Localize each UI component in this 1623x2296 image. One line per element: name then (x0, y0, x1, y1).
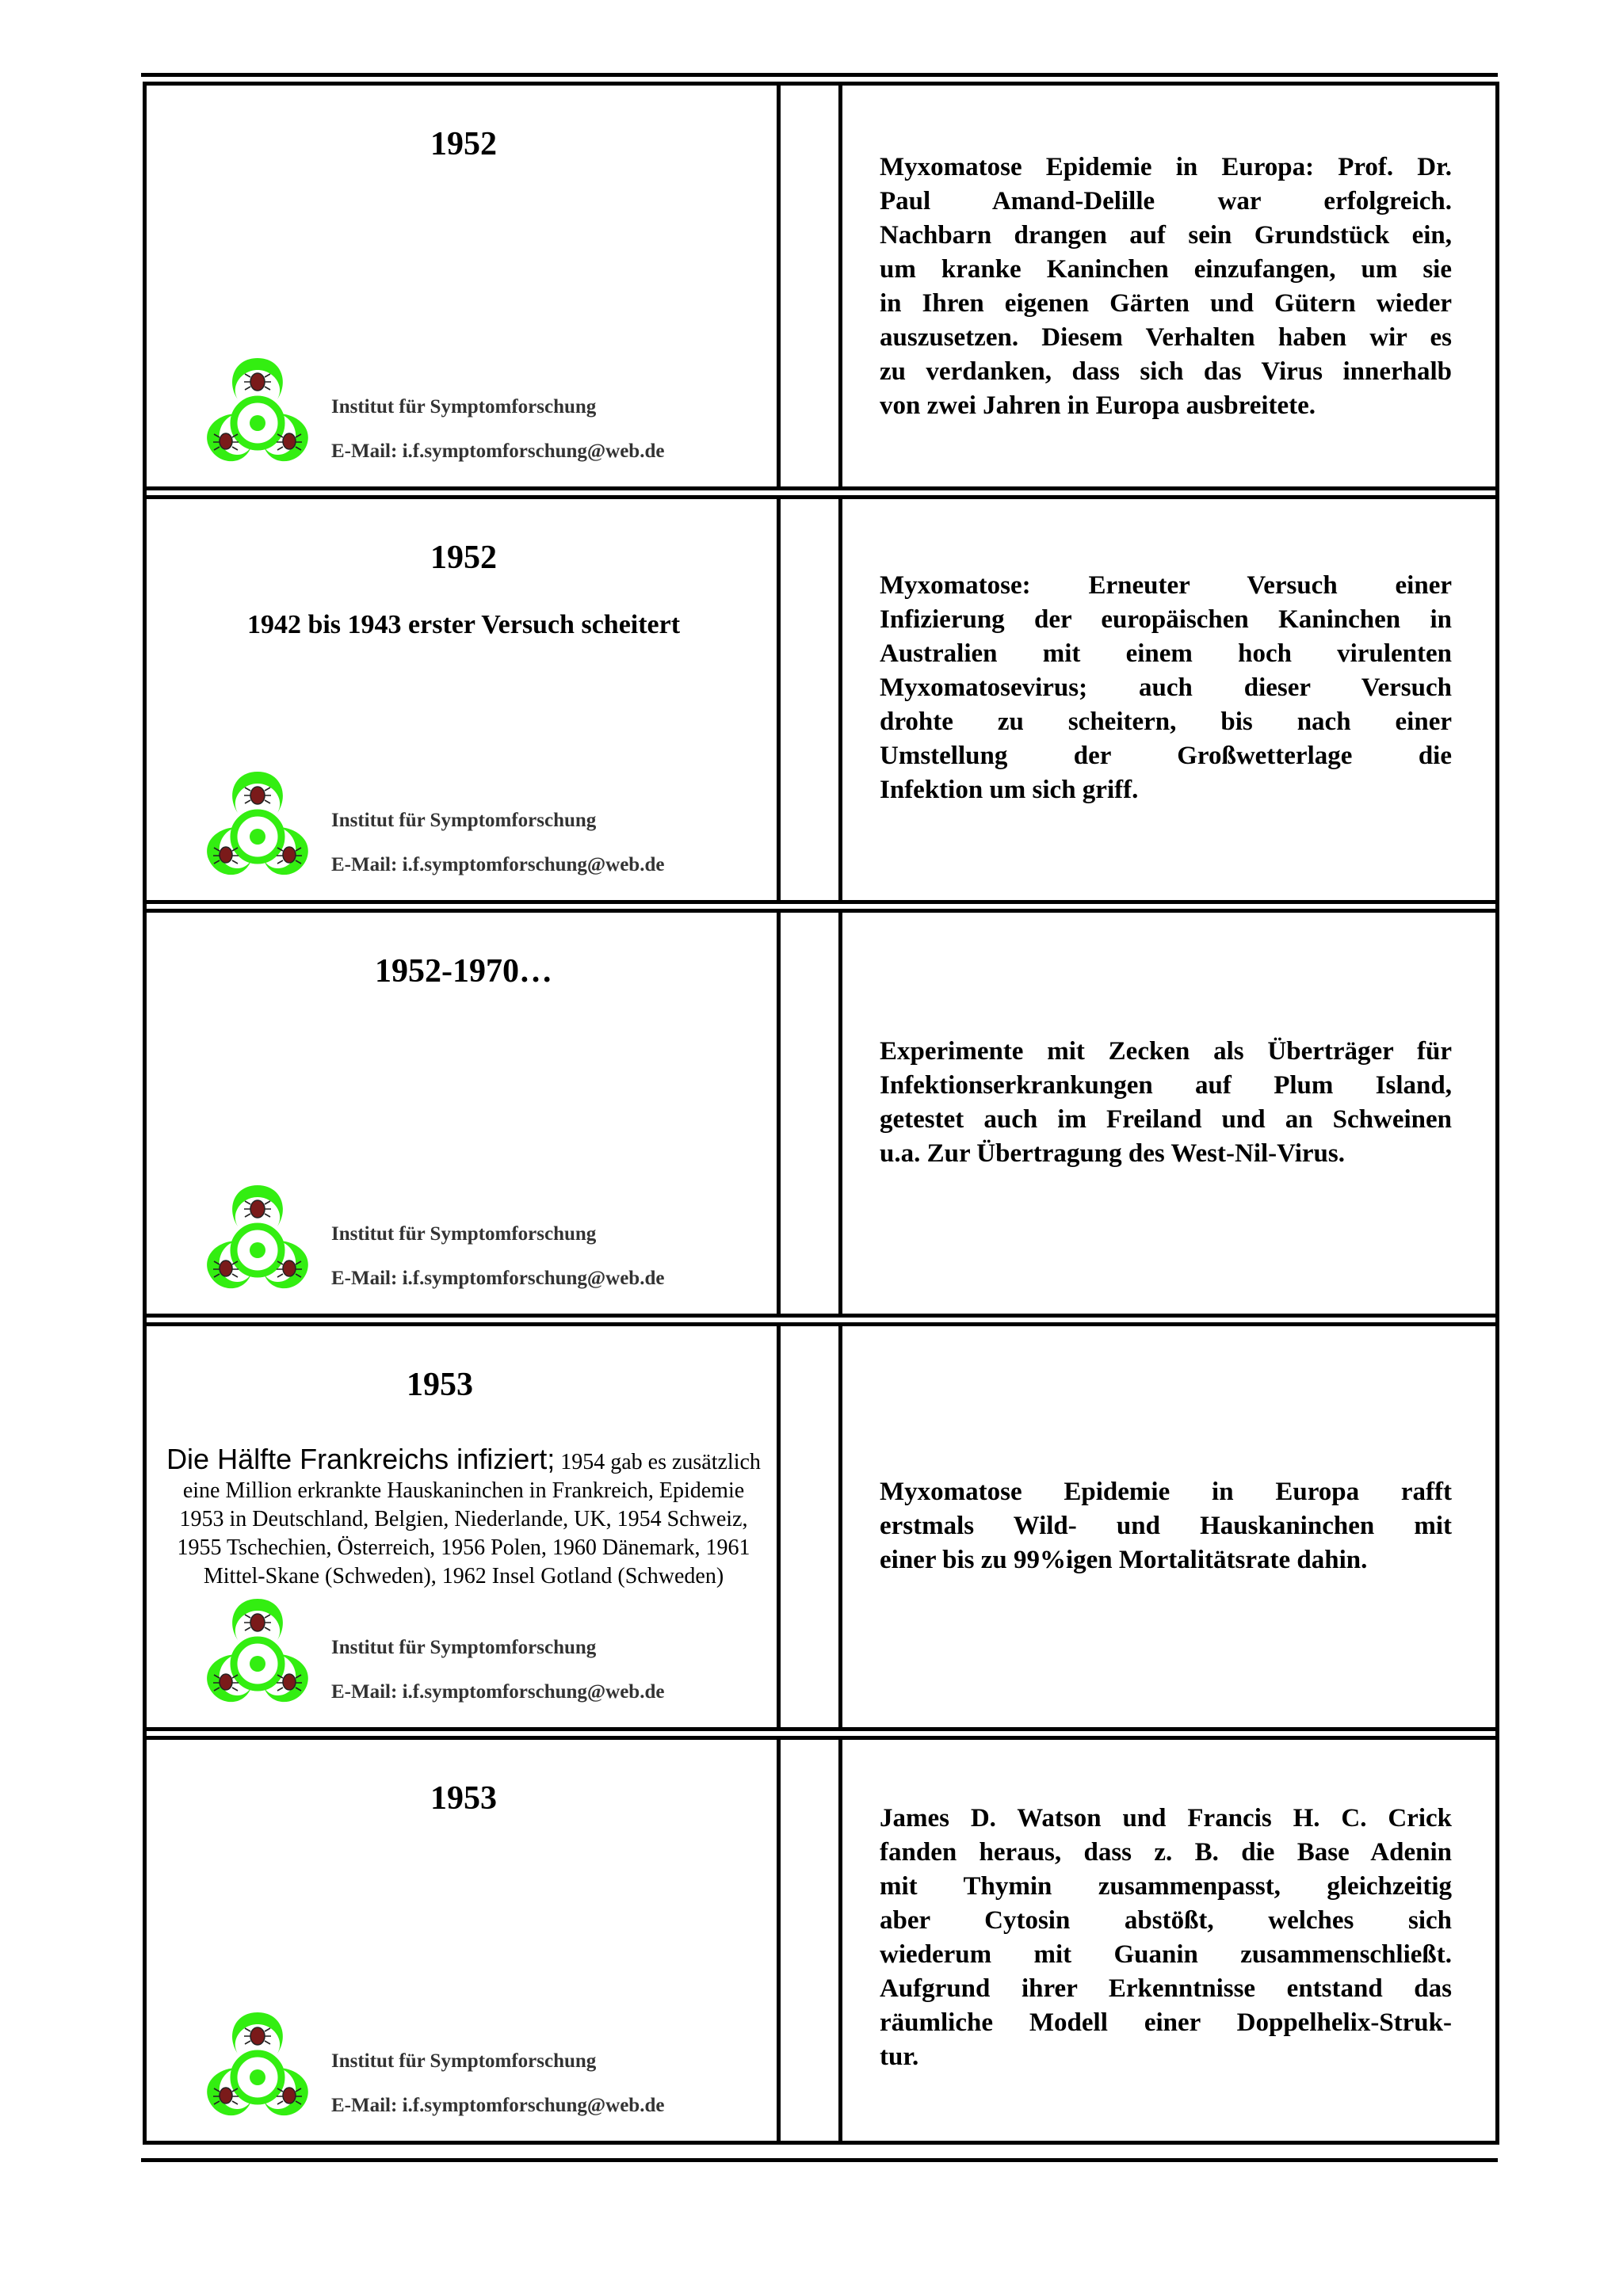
timeline-table (143, 82, 1499, 2145)
institute-email: E-Mail: i.f.symptomforschung@web.de (331, 1268, 665, 1289)
description-line: Infektion um sich griff. (880, 776, 1139, 804)
spacer-cell (781, 86, 842, 486)
bottom-rule (141, 2158, 1498, 2162)
date-cell (147, 86, 781, 486)
description-line: auszusetzen. Diesem Verhalten haben wir es (880, 323, 1452, 352)
entry-year: 1953 (407, 1367, 473, 1403)
date-cell (147, 1326, 781, 1727)
description-line: Aufgrund ihrer Erkenntnisse entstand das (880, 1974, 1452, 2003)
spacer-cell (781, 1740, 842, 2141)
entry-year: 1952-1970… (375, 953, 552, 990)
top-rule (141, 73, 1498, 77)
biohazard-tick-logo-icon (194, 1177, 321, 1296)
entry-subtitle-lead: Die Hälfte Frankreichs infiziert; (166, 1443, 556, 1475)
table-row (147, 82, 1495, 490)
description-cell (842, 913, 1495, 1314)
institute-email: E-Mail: i.f.symptomforschung@web.de (331, 1681, 665, 1703)
entry-subtitle (162, 1445, 765, 1591)
entry-year: 1952 (430, 540, 497, 576)
spacer-cell (781, 1326, 842, 1727)
table-row (147, 495, 1495, 904)
description-line: erstmals Wild- und Hauskaninchen mit (880, 1512, 1452, 1540)
entry-description (880, 569, 1452, 807)
entry-description (880, 1475, 1452, 1577)
institute-name: Institut für Symptomforschung (331, 810, 597, 831)
description-line: Myxomatosevirus; auch dieser Versuch (880, 673, 1452, 702)
institute-name: Institut für Symptomforschung (331, 1637, 597, 1658)
table-row (147, 1736, 1495, 2145)
description-cell (842, 499, 1495, 900)
biohazard-tick-logo-icon (194, 1591, 321, 1710)
description-cell (842, 86, 1495, 486)
description-line: in Ihren eigenen Gärten und Gütern wieder (880, 289, 1452, 318)
biohazard-tick-logo-icon (194, 350, 321, 469)
description-line: tur. (880, 2042, 919, 2071)
description-cell (842, 1326, 1495, 1727)
institute-email: E-Mail: i.f.symptomforschung@web.de (331, 2095, 665, 2116)
description-line: von zwei Jahren in Europa ausbreitete. (880, 391, 1316, 420)
date-cell (147, 913, 781, 1314)
spacer-cell (781, 499, 842, 900)
description-line: Infizierung der europäischen Kaninchen in (880, 605, 1452, 634)
institute-email: E-Mail: i.f.symptomforschung@web.de (331, 441, 665, 462)
description-line: Umstellung der Großwetterlage die (880, 742, 1452, 770)
description-line: drohte zu scheitern, bis nach einer (880, 707, 1452, 736)
institute-name: Institut für Symptomforschung (331, 1223, 597, 1245)
description-line: James D. Watson und Francis H. C. Crick (880, 1804, 1452, 1833)
institute-name: Institut für Symptomforschung (331, 396, 597, 418)
entry-year: 1952 (430, 126, 497, 162)
description-line: fanden heraus, dass z. B. die Base Adenin (880, 1838, 1452, 1867)
description-line: Paul Amand-Delille war erfolgreich. (880, 187, 1452, 215)
institute-name: Institut für Symptomforschung (331, 2050, 597, 2072)
institute-email: E-Mail: i.f.symptomforschung@web.de (331, 854, 665, 875)
date-cell (147, 499, 781, 900)
spacer-cell (781, 913, 842, 1314)
description-cell (842, 1740, 1495, 2141)
description-line: mit Thymin zusammenpasst, gleichzeitig (880, 1872, 1452, 1901)
entry-subtitle: 1942 bis 1943 erster Versuch scheitert (246, 610, 681, 639)
description-line: Experimente mit Zecken als Überträger für (880, 1037, 1452, 1066)
description-line: Nachbarn drangen auf sein Grundstück ein, (880, 221, 1452, 250)
description-line: getestet auch im Freiland und an Schweinen (880, 1105, 1452, 1134)
description-line: u.a. Zur Übertragung des West-Nil-Virus. (880, 1139, 1346, 1168)
description-line: Myxomatose Epidemie in Europa: Prof. Dr. (880, 153, 1452, 181)
date-cell (147, 1740, 781, 2141)
description-line: Myxomatose Epidemie in Europa rafft (880, 1478, 1452, 1506)
table-row (147, 1322, 1495, 1731)
description-line: aber Cytosin abstößt, welches sich (880, 1906, 1452, 1935)
description-line: Australien mit einem hoch virulenten (880, 639, 1452, 668)
entry-year: 1953 (430, 1780, 497, 1817)
description-line: räumliche Modell einer Doppelhelix-Struk- (880, 2008, 1452, 2037)
biohazard-tick-logo-icon (194, 764, 321, 883)
biohazard-tick-logo-icon (194, 2004, 321, 2123)
description-line: einer bis zu 99%igen Mortalitätsrate dahin. (880, 1546, 1368, 1574)
table-row (147, 909, 1495, 1318)
description-line: Myxomatose: Erneuter Versuch einer (880, 571, 1452, 600)
entry-description (880, 1802, 1452, 2074)
entry-subtitle-rest: 1954 gab es zusätzlich eine Million erkrankte Hauskaninchen in Frankreich, Epidemie 1953 in Deutschland, Belgien, Niederlande, UK, 1954 Schweiz, 1955 Tschechien, Österreich, 1956 Polen, 1960 Dänemark, 1961 Mittel-Skane (Schweden), 1962 Insel Gotland (Schweden) (177, 1450, 761, 1589)
entry-description (880, 1035, 1452, 1171)
description-line: um kranke Kaninchen einzufangen, um sie (880, 255, 1452, 284)
description-line: wiederum mit Guanin zusammenschließt. (880, 1940, 1452, 1969)
description-line: zu verdanken, dass sich das Virus innerhalb (880, 357, 1452, 386)
description-line: Infektionserkrankungen auf Plum Island, (880, 1071, 1452, 1100)
entry-description (880, 151, 1452, 423)
